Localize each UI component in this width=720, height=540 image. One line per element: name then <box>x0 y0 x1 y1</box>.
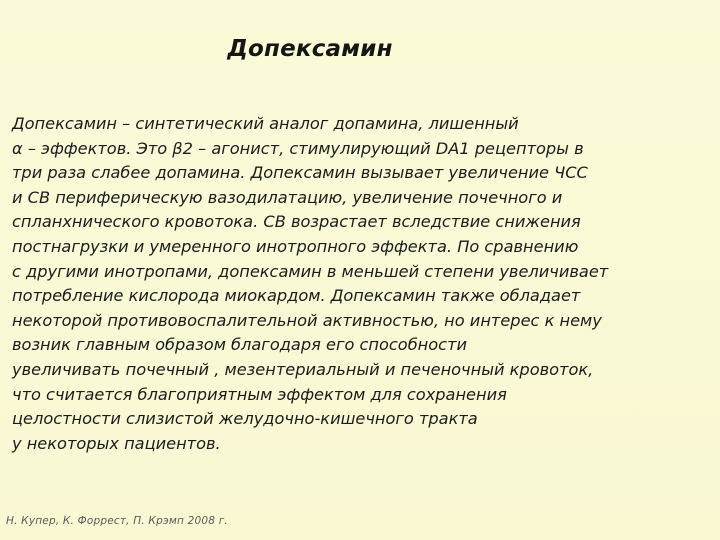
body-line-4: и СВ периферическую вазодилатацию, увеличение почечного и <box>12 187 563 207</box>
body-line-8: потребление кислорода миокардом. Допексамин также обладает <box>12 286 581 306</box>
body-line-3: три раза слабее допамина. Допексамин вызывает увеличение ЧСС <box>12 163 588 183</box>
body-line-10: возник главным образом благодаря его способности <box>12 335 468 355</box>
slide-body <box>12 112 720 456</box>
body-line-7: с другими инотропами, допексамин в меньшей степени увеличивает <box>12 261 609 281</box>
body-line-13: целостности слизистой желудочно-кишечного тракта <box>12 409 478 429</box>
slide-title: Допексамин <box>227 36 393 62</box>
body-line-11: увеличивать почечный , мезентериальный и печеночный кровоток, <box>12 359 594 379</box>
citation: Н. Купер, К. Форрест, П. Крэмп 2008 г. <box>6 515 228 527</box>
body-line-12: что считается благоприятным эффектом для сохранения <box>12 384 507 404</box>
body-line-9: некоторой противовоспалительной активностью, но интерес к нему <box>12 310 602 330</box>
body-line-1: Допексамин – синтетический аналог допамина, лишенный <box>12 114 519 133</box>
body-line-5: спланхнического кровотока. СВ возрастает вследствие снижения <box>12 212 581 232</box>
body-line-2: α – эффектов. Это β2 – агонист, стимулирующий DA1 рецепторы в <box>12 138 584 158</box>
body-line-14: у некоторых пациентов. <box>12 433 221 453</box>
body-line-6: постнагрузки и умеренного инотропного эффекта. По сравнению <box>12 236 579 256</box>
